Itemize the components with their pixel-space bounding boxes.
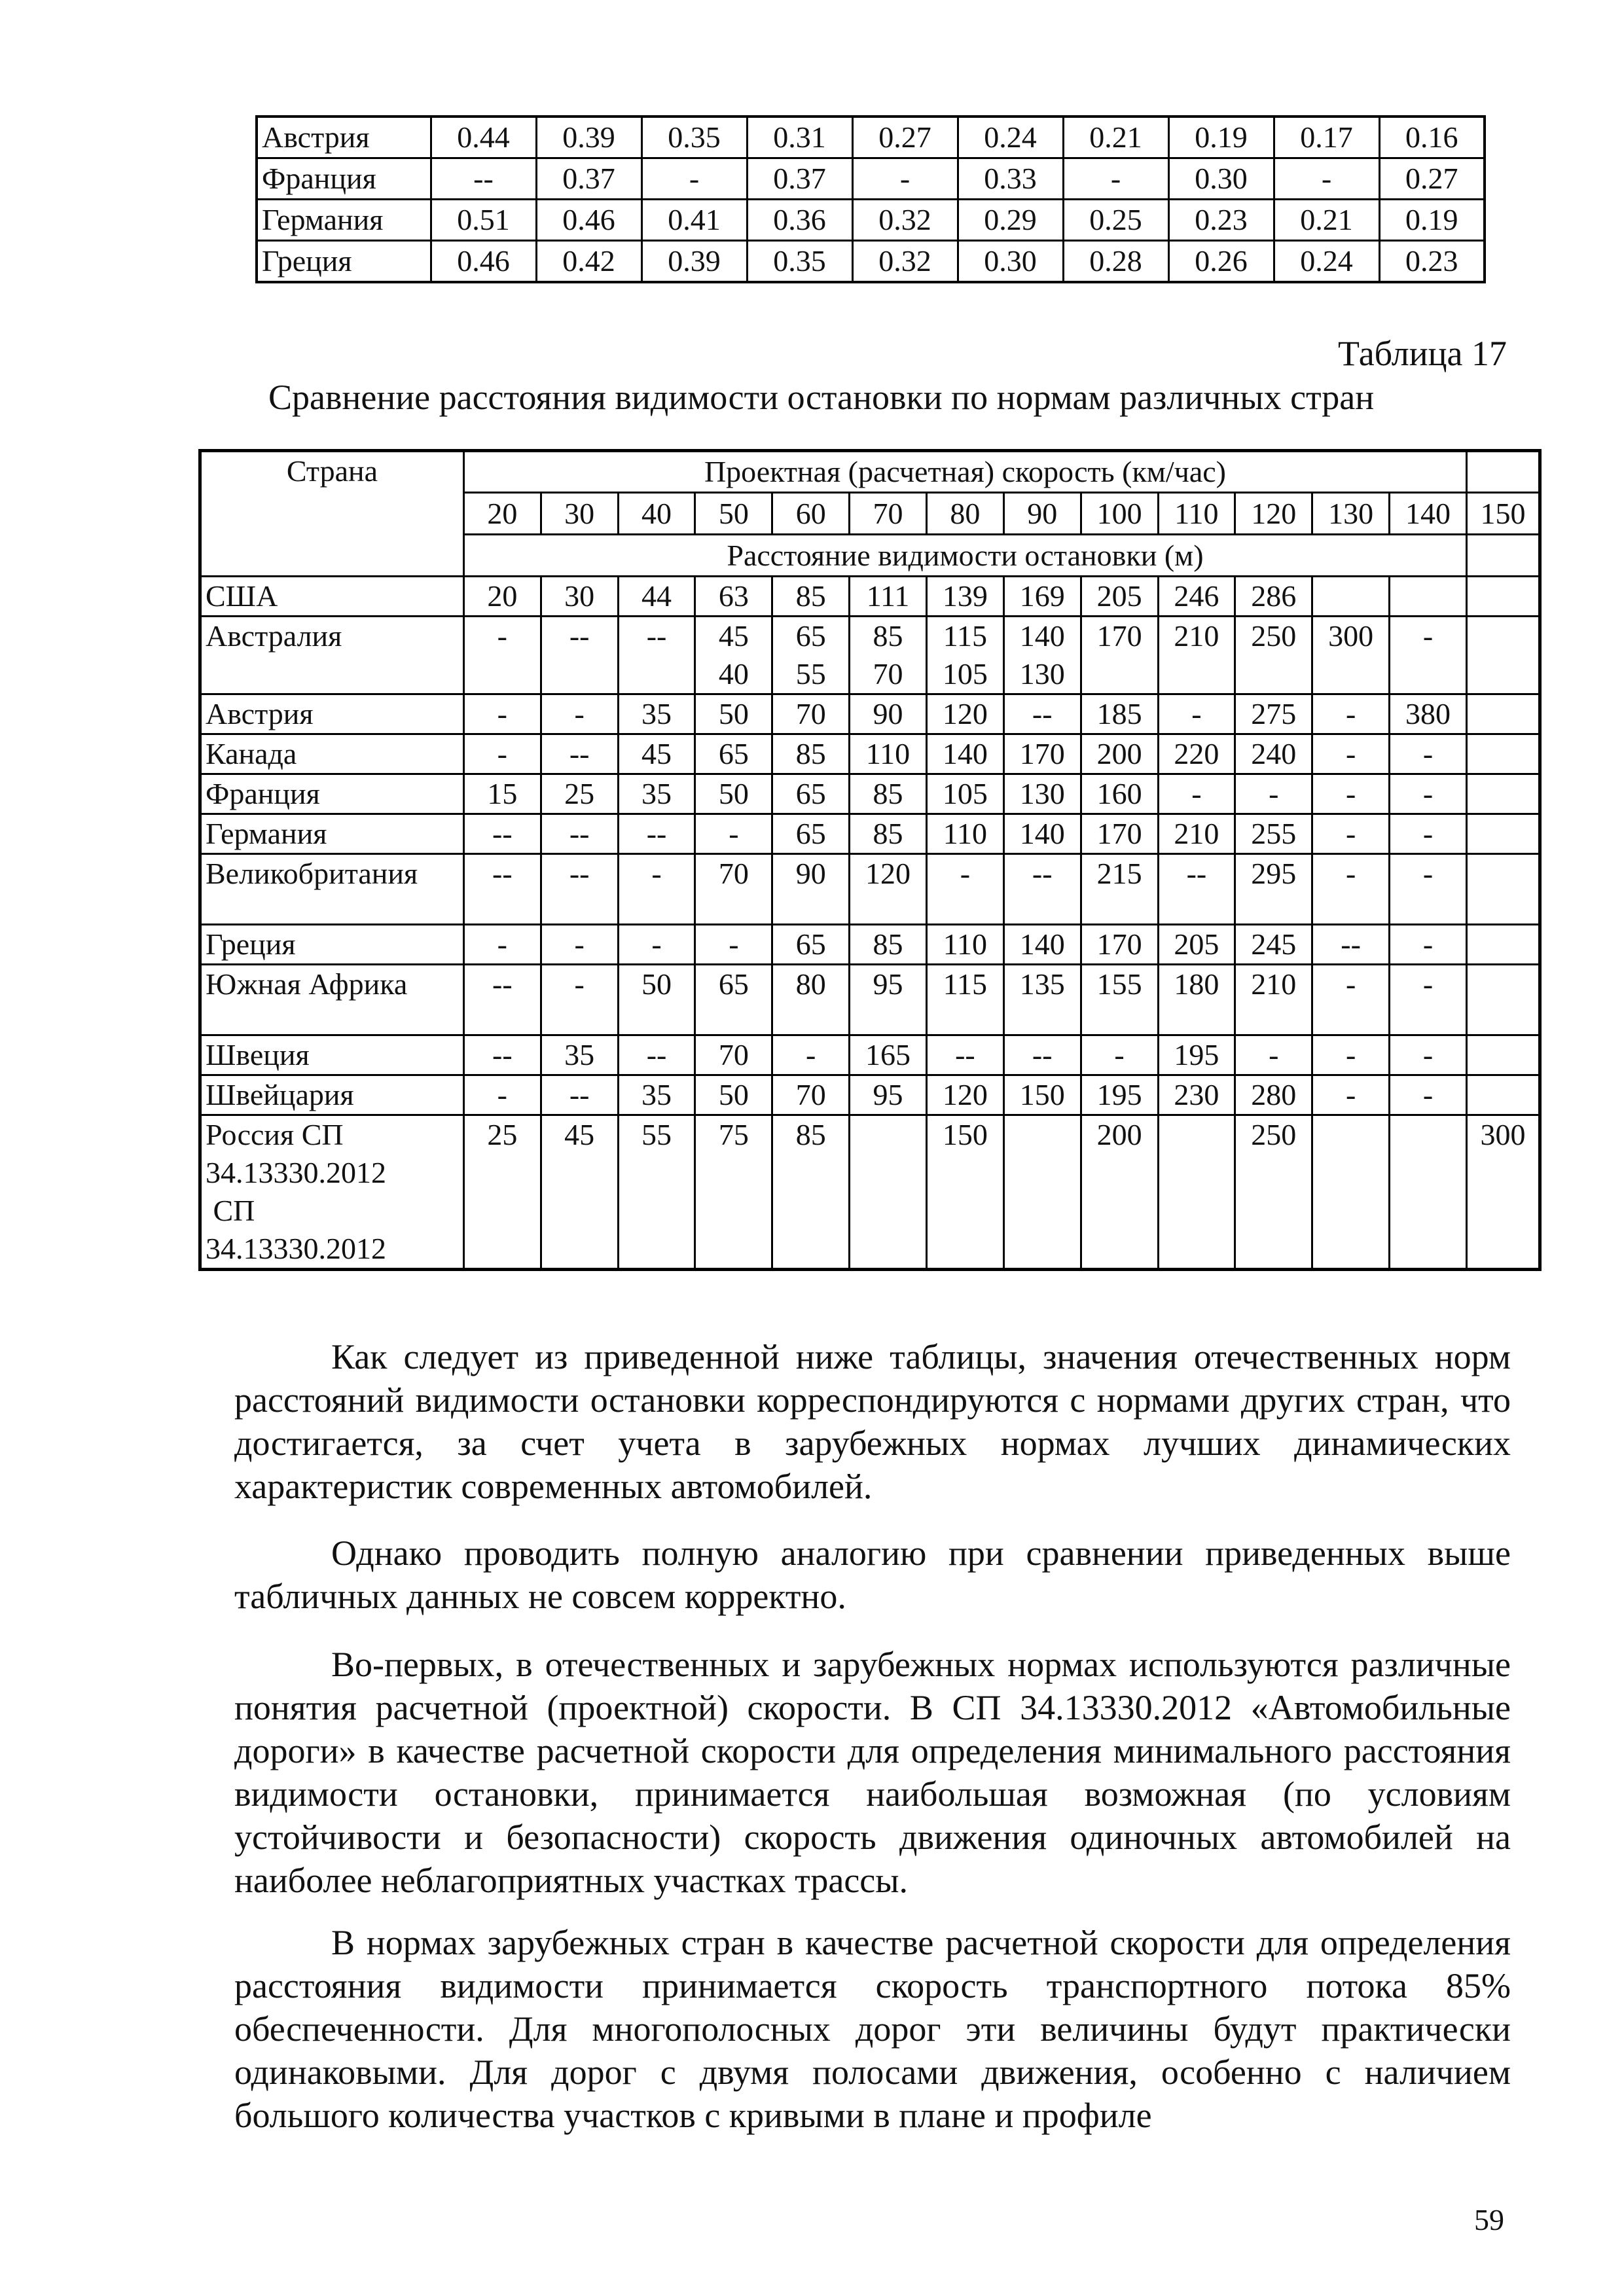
- value-cell: -: [1390, 854, 1467, 925]
- value-cell: 70: [695, 854, 772, 925]
- table-row: [200, 617, 1540, 694]
- value-line: 140: [1019, 619, 1065, 653]
- value-cell: -: [541, 965, 618, 1035]
- value-cell: 170: [1081, 925, 1158, 965]
- value-cell: 255: [1235, 814, 1312, 854]
- value-cell: 0.37: [747, 158, 852, 200]
- value-cell: 0.30: [1168, 158, 1274, 200]
- value-cell: [541, 617, 618, 694]
- country-cell: Австрия: [257, 117, 431, 158]
- value-cell: --: [541, 814, 618, 854]
- value-cell: 15: [463, 774, 541, 814]
- value-cell: [1467, 617, 1540, 694]
- value-cell: 180: [1158, 965, 1235, 1035]
- value-cell: 0.25: [1063, 200, 1168, 241]
- country-cell: Франция: [200, 774, 464, 814]
- value-cell: 135: [1003, 965, 1081, 1035]
- value-cell: 0.39: [536, 117, 641, 158]
- speed-header-cell: 90: [1003, 493, 1081, 535]
- value-cell: 380: [1390, 694, 1467, 734]
- value-cell: 165: [850, 1035, 927, 1075]
- value-line: 210: [1174, 619, 1219, 653]
- value-cell: [1390, 1115, 1467, 1270]
- country-cell: Греция: [200, 925, 464, 965]
- value-cell: [926, 617, 1003, 694]
- value-cell: 0.51: [431, 200, 536, 241]
- table-row: [200, 774, 1540, 814]
- value-cell: [1467, 774, 1540, 814]
- value-cell: [1158, 1115, 1235, 1270]
- value-cell: --: [618, 814, 695, 854]
- value-cell: 110: [926, 925, 1003, 965]
- value-cell: -: [772, 1035, 850, 1075]
- header-country: Страна: [200, 451, 464, 577]
- value-cell: 139: [926, 577, 1003, 617]
- speed-header-cell: 20: [463, 493, 541, 535]
- value-cell: -: [1312, 734, 1390, 774]
- value-cell: -: [1235, 774, 1312, 814]
- value-cell: -: [1274, 158, 1379, 200]
- value-cell: 120: [850, 854, 927, 925]
- country-cell: Германия: [257, 200, 431, 241]
- value-cell: -: [1312, 1075, 1390, 1115]
- speed-header-cell: 30: [541, 493, 618, 535]
- value-cell: 0.23: [1379, 241, 1485, 283]
- value-cell: 30: [541, 577, 618, 617]
- value-cell: 115: [926, 965, 1003, 1035]
- country-line: Россия СП: [206, 1118, 344, 1151]
- value-cell: 300: [1467, 1115, 1540, 1270]
- table-title: Сравнение расстояния видимости остановки по нормам различных стран: [268, 378, 1375, 417]
- value-cell: --: [1312, 925, 1390, 965]
- value-line: -: [497, 619, 507, 653]
- value-cell: --: [1158, 854, 1235, 925]
- value-cell: 160: [1081, 774, 1158, 814]
- value-cell: --: [541, 854, 618, 925]
- paragraph-2: Однако проводить полную аналогию при сравнении приведенных выше табличных данных не совсем корректно.: [234, 1534, 1511, 1616]
- country-cell: Германия: [200, 814, 464, 854]
- table-row: [257, 117, 1485, 158]
- value-line-second: 70: [873, 657, 903, 691]
- value-cell: [1390, 577, 1467, 617]
- table-number: Таблица 17: [1338, 334, 1507, 373]
- value-cell: -: [1390, 814, 1467, 854]
- value-cell: 0.35: [747, 241, 852, 283]
- value-cell: -: [1081, 1035, 1158, 1075]
- speed-header-cell: 130: [1312, 493, 1390, 535]
- value-cell: 250: [1235, 1115, 1312, 1270]
- value-cell: -: [1312, 1035, 1390, 1075]
- value-cell: --: [463, 965, 541, 1035]
- value-cell: --: [618, 1035, 695, 1075]
- value-cell: -: [618, 854, 695, 925]
- value-cell: 246: [1158, 577, 1235, 617]
- value-cell: 50: [695, 774, 772, 814]
- value-cell: 75: [695, 1115, 772, 1270]
- country-cell: Греция: [257, 241, 431, 283]
- value-cell: 140: [1003, 814, 1081, 854]
- value-cell: --: [463, 1035, 541, 1075]
- value-cell: 286: [1235, 577, 1312, 617]
- value-cell: 170: [1081, 814, 1158, 854]
- table-row: [200, 694, 1540, 734]
- value-cell: 200: [1081, 1115, 1158, 1270]
- table-row: [200, 734, 1540, 774]
- speed-header-cell: 140: [1390, 493, 1467, 535]
- value-cell: 0.36: [747, 200, 852, 241]
- value-line: 300: [1328, 619, 1374, 653]
- value-cell: 45: [618, 734, 695, 774]
- value-cell: --: [541, 734, 618, 774]
- country-cell: Австрия: [200, 694, 464, 734]
- value-cell: 130: [1003, 774, 1081, 814]
- value-cell: 35: [541, 1035, 618, 1075]
- table-row: [200, 1035, 1540, 1075]
- value-cell: [618, 617, 695, 694]
- value-line: 65: [795, 619, 826, 653]
- value-cell: [1467, 965, 1540, 1035]
- value-cell: [1467, 925, 1540, 965]
- value-cell: [1003, 617, 1081, 694]
- value-cell: 0.16: [1379, 117, 1485, 158]
- value-cell: -: [1390, 734, 1467, 774]
- value-cell: 0.19: [1379, 200, 1485, 241]
- value-cell: 140: [1003, 925, 1081, 965]
- value-cell: -: [1312, 965, 1390, 1035]
- value-cell: 70: [695, 1035, 772, 1075]
- value-cell: 0.23: [1168, 200, 1274, 241]
- country-line: 34.13330.2012: [206, 1232, 386, 1265]
- value-cell: 0.31: [747, 117, 852, 158]
- value-cell: 0.44: [431, 117, 536, 158]
- table-row: [200, 814, 1540, 854]
- value-cell: 0.21: [1063, 117, 1168, 158]
- value-line-second: 105: [942, 657, 988, 691]
- value-cell: 185: [1081, 694, 1158, 734]
- country-cell: [200, 1115, 464, 1270]
- country-cell: Великобритания: [200, 854, 464, 925]
- value-line: --: [569, 619, 590, 653]
- table-stopping-sight-distance: [198, 449, 1542, 1271]
- value-cell: 0.35: [641, 117, 747, 158]
- value-cell: -: [541, 925, 618, 965]
- value-cell: [1467, 1075, 1540, 1115]
- speed-header-cell: 110: [1158, 493, 1235, 535]
- value-cell: --: [926, 1035, 1003, 1075]
- value-cell: -: [1312, 854, 1390, 925]
- value-cell: -: [1390, 965, 1467, 1035]
- value-cell: [1467, 854, 1540, 925]
- value-cell: [1390, 617, 1467, 694]
- table-row: [200, 925, 1540, 965]
- value-line-second: 40: [718, 657, 749, 691]
- value-cell: -: [1158, 694, 1235, 734]
- value-cell: 65: [695, 734, 772, 774]
- value-cell: 105: [926, 774, 1003, 814]
- header-speed: Проектная (расчетная) скорость (км/час): [463, 451, 1466, 493]
- value-cell: -: [1390, 925, 1467, 965]
- value-cell: 80: [772, 965, 850, 1035]
- speed-header-cell: 120: [1235, 493, 1312, 535]
- value-cell: 95: [850, 965, 927, 1035]
- value-cell: 240: [1235, 734, 1312, 774]
- table-row: [200, 1075, 1540, 1115]
- value-cell: 169: [1003, 577, 1081, 617]
- value-cell: 95: [850, 1075, 927, 1115]
- header-distance: Расстояние видимости остановки (м): [463, 535, 1466, 577]
- value-cell: 195: [1158, 1035, 1235, 1075]
- value-cell: 140: [926, 734, 1003, 774]
- value-cell: 50: [618, 965, 695, 1035]
- value-cell: 0.24: [1274, 241, 1379, 283]
- value-cell: -: [463, 1075, 541, 1115]
- value-cell: 65: [695, 965, 772, 1035]
- value-cell: -: [541, 694, 618, 734]
- value-cell: [1158, 617, 1235, 694]
- value-cell: [1467, 577, 1540, 617]
- value-cell: [1312, 1115, 1390, 1270]
- value-cell: 0.26: [1168, 241, 1274, 283]
- value-cell: 85: [772, 1115, 850, 1270]
- value-cell: --: [463, 814, 541, 854]
- table-row: [200, 854, 1540, 925]
- value-cell: -: [852, 158, 958, 200]
- value-cell: 90: [850, 694, 927, 734]
- paragraph-4: В нормах зарубежных стран в качестве расчетной скорости для определения расстояния видимости принимается скорость транспортного потока 85% обеспеченности. Для многополосных дорог эти величины будут практически одинаковыми. Для дорог с двумя полосами движения, особенно с наличием большого количества участков с кривыми в плане и профиле: [234, 1923, 1511, 2135]
- value-cell: 20: [463, 577, 541, 617]
- value-cell: [1003, 1115, 1081, 1270]
- value-cell: -: [695, 925, 772, 965]
- value-cell: 85: [850, 925, 927, 965]
- table-row: [257, 241, 1485, 283]
- header-speed-empty: [1467, 451, 1540, 493]
- value-cell: [1235, 617, 1312, 694]
- value-cell: 230: [1158, 1075, 1235, 1115]
- value-line: --: [646, 619, 667, 653]
- value-cell: 210: [1235, 965, 1312, 1035]
- header-distance-empty: [1467, 535, 1540, 577]
- value-cell: [1467, 734, 1540, 774]
- value-cell: 0.32: [852, 200, 958, 241]
- value-line: 45: [718, 619, 749, 653]
- value-cell: 25: [541, 774, 618, 814]
- value-cell: 150: [1003, 1075, 1081, 1115]
- value-cell: -: [463, 694, 541, 734]
- value-cell: 280: [1235, 1075, 1312, 1115]
- value-cell: -: [641, 158, 747, 200]
- value-cell: [1467, 814, 1540, 854]
- table-row: [200, 577, 1540, 617]
- speed-header-cell: 100: [1081, 493, 1158, 535]
- value-cell: [1312, 617, 1390, 694]
- value-cell: -: [1158, 774, 1235, 814]
- value-cell: [1467, 1035, 1540, 1075]
- table-row: [200, 965, 1540, 1035]
- value-cell: --: [1003, 694, 1081, 734]
- value-cell: 111: [850, 577, 927, 617]
- value-cell: 210: [1158, 814, 1235, 854]
- value-cell: 0.19: [1168, 117, 1274, 158]
- value-line: 115: [943, 619, 988, 653]
- value-cell: -: [1312, 814, 1390, 854]
- value-line: 250: [1251, 619, 1297, 653]
- value-cell: 0.33: [958, 158, 1063, 200]
- value-cell: 0.46: [536, 200, 641, 241]
- value-line-second: 55: [795, 657, 826, 691]
- table-row: [200, 1115, 1540, 1270]
- value-cell: -: [1312, 694, 1390, 734]
- value-line: 170: [1096, 619, 1142, 653]
- value-cell: 295: [1235, 854, 1312, 925]
- value-cell: -: [618, 925, 695, 965]
- value-cell: 85: [772, 734, 850, 774]
- value-line-second: 130: [1019, 657, 1065, 691]
- value-cell: 35: [618, 774, 695, 814]
- value-cell: 170: [1003, 734, 1081, 774]
- value-cell: -: [463, 734, 541, 774]
- value-cell: 150: [926, 1115, 1003, 1270]
- value-cell: 275: [1235, 694, 1312, 734]
- country-line: 34.13330.2012: [206, 1156, 386, 1189]
- value-cell: -: [1390, 1035, 1467, 1075]
- value-cell: 215: [1081, 854, 1158, 925]
- value-cell: --: [1003, 1035, 1081, 1075]
- value-cell: 50: [695, 1075, 772, 1115]
- country-cell: Австралия: [200, 617, 464, 694]
- value-cell: 0.39: [641, 241, 747, 283]
- value-cell: --: [463, 854, 541, 925]
- table-row: [257, 158, 1485, 200]
- value-cell: 155: [1081, 965, 1158, 1035]
- value-cell: -: [1390, 774, 1467, 814]
- value-cell: 35: [618, 694, 695, 734]
- value-cell: 0.42: [536, 241, 641, 283]
- speed-header-cell: 50: [695, 493, 772, 535]
- value-cell: 35: [618, 1075, 695, 1115]
- table-row: [257, 200, 1485, 241]
- value-line: 85: [873, 619, 903, 653]
- value-line: -: [1422, 619, 1434, 653]
- value-cell: 110: [850, 734, 927, 774]
- paragraph-3: Во-первых, в отечественных и зарубежных нормах используются различные понятия расчетной (проектной) скорости. В СП 34.13330.2012 «Автомобильные дороги» в качестве расчетной скорости для определения минимального расстояния видимости остановки, принимается наибольшая возможная (по условиям устойчивости и безопасности) скорость движения одиночных автомобилей на наиболее неблагоприятных участках трассы.: [234, 1645, 1511, 1900]
- value-cell: 70: [772, 1075, 850, 1115]
- speed-header-cell: 60: [772, 493, 850, 535]
- country-line: СП: [206, 1194, 255, 1227]
- value-cell: [850, 617, 927, 694]
- value-cell: 65: [772, 774, 850, 814]
- value-cell: 70: [772, 694, 850, 734]
- value-cell: [1081, 617, 1158, 694]
- value-cell: 110: [926, 814, 1003, 854]
- value-cell: 245: [1235, 925, 1312, 965]
- value-cell: [772, 617, 850, 694]
- value-cell: [1312, 577, 1390, 617]
- value-cell: [695, 617, 772, 694]
- country-cell: Швейцария: [200, 1075, 464, 1115]
- country-cell: Швеция: [200, 1035, 464, 1075]
- value-cell: 90: [772, 854, 850, 925]
- value-cell: 120: [926, 694, 1003, 734]
- value-cell: 0.24: [958, 117, 1063, 158]
- value-cell: 0.32: [852, 241, 958, 283]
- value-cell: 85: [850, 814, 927, 854]
- country-cell: Южная Африка: [200, 965, 464, 1035]
- value-cell: 45: [541, 1115, 618, 1270]
- value-cell: 0.29: [958, 200, 1063, 241]
- value-cell: 200: [1081, 734, 1158, 774]
- value-cell: -: [1390, 1075, 1467, 1115]
- value-cell: [463, 617, 541, 694]
- value-cell: 0.30: [958, 241, 1063, 283]
- value-cell: -: [1235, 1035, 1312, 1075]
- value-cell: --: [431, 158, 536, 200]
- value-cell: -: [1063, 158, 1168, 200]
- value-cell: -: [695, 814, 772, 854]
- value-cell: 220: [1158, 734, 1235, 774]
- value-cell: 0.27: [1379, 158, 1485, 200]
- country-cell: Канада: [200, 734, 464, 774]
- speed-header-cell: 70: [850, 493, 927, 535]
- value-cell: --: [541, 1075, 618, 1115]
- speed-header-cell: 150: [1467, 493, 1540, 535]
- value-cell: 0.27: [852, 117, 958, 158]
- value-cell: 0.37: [536, 158, 641, 200]
- value-cell: 85: [850, 774, 927, 814]
- value-cell: 120: [926, 1075, 1003, 1115]
- value-cell: 0.21: [1274, 200, 1379, 241]
- value-cell: 25: [463, 1115, 541, 1270]
- value-cell: -: [463, 925, 541, 965]
- speed-header-cell: 80: [926, 493, 1003, 535]
- value-cell: 0.41: [641, 200, 747, 241]
- value-cell: 55: [618, 1115, 695, 1270]
- table-previous-continuation: [255, 115, 1486, 283]
- value-cell: 50: [695, 694, 772, 734]
- value-cell: 205: [1158, 925, 1235, 965]
- page-number: 59: [1474, 2203, 1504, 2236]
- country-cell: Франция: [257, 158, 431, 200]
- value-cell: 0.17: [1274, 117, 1379, 158]
- value-cell: 65: [772, 814, 850, 854]
- country-cell: США: [200, 577, 464, 617]
- value-cell: --: [1003, 854, 1081, 925]
- paragraph-1: Как следует из приведенной ниже таблицы, значения отечественных норм расстояний видимости остановки корреспондируются с нормами других стран, что достигается, за счет учета в зарубежных нормах лучших динамических характеристик современных автомобилей.: [234, 1337, 1511, 1506]
- speed-header-cell: 40: [618, 493, 695, 535]
- value-cell: 205: [1081, 577, 1158, 617]
- value-cell: 65: [772, 925, 850, 965]
- value-cell: [850, 1115, 927, 1270]
- value-cell: 85: [772, 577, 850, 617]
- value-cell: 44: [618, 577, 695, 617]
- value-cell: 0.46: [431, 241, 536, 283]
- value-cell: 63: [695, 577, 772, 617]
- value-cell: 195: [1081, 1075, 1158, 1115]
- value-cell: -: [926, 854, 1003, 925]
- value-cell: -: [1312, 774, 1390, 814]
- value-cell: 0.28: [1063, 241, 1168, 283]
- value-cell: [1467, 694, 1540, 734]
